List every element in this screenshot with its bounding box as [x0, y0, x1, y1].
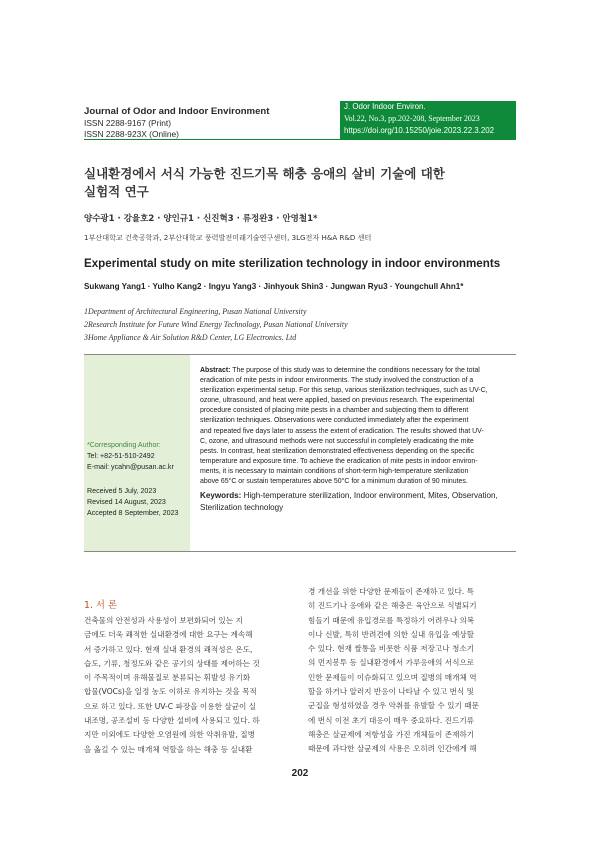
body-line: 건축물의 안전성과 사용성이 보편화되어 있는 지: [84, 616, 243, 625]
abstract-line: Abstract: The purpose of this study was to determine the conditions necessary for the total: [200, 367, 480, 374]
korean-authors: 양수광1 · 강율호2 · 양인규1 · 신진혁3 · 류정완3 · 안영철1*: [84, 214, 318, 224]
body-line: 힘들기 때문에 유입경로를 특정하기 어려우나 의복: [308, 615, 475, 625]
abstract-label: Abstract:: [200, 367, 231, 374]
body-line: 으로 하고 있다. 또한 UV-C 파장을 이용한 살균이 실: [84, 701, 257, 711]
author-tel: Tel: +82-51-510-2492: [87, 452, 155, 460]
body-line: 을 옮길 수 있는 매개체 역할을 하는 해충 등 실내환: [84, 744, 253, 754]
korean-title-line-1: 실내환경에서 서식 가능한 진드기목 해충 응애의 살비 기술에 대한: [84, 166, 445, 181]
keywords-label: Keywords:: [200, 491, 242, 500]
author-email[interactable]: E-mail: ycahn@pusan.ac.kr: [87, 463, 174, 471]
page-number: 202: [291, 768, 309, 779]
body-line: 지만 이외에도 다양한 오염원에 의한 악취유발, 질병: [84, 730, 255, 740]
abstract-line: pests. In contrast, heat sterilization demonstrated effectiveness depending on the specific: [200, 447, 475, 455]
body-line: 수 있다. 현재 쌀통을 비롯한 식품 저장고나 청소기: [308, 644, 475, 654]
body-line: 이나 신발, 특히 반려견에 의한 실내 유입을 예상할: [308, 629, 475, 639]
abstract: [200, 366, 516, 487]
affiliation-2: 2Research Institute for Future Wind Energy Technology, Pusan National University: [84, 320, 348, 329]
volume-info: Vol.22, No.3, pp.202-208, September 2023: [344, 114, 480, 123]
body-column-left: [84, 614, 292, 757]
abstract-line: and repeated five days later to assess the extent of eradication. The results showed that UV-: [200, 427, 484, 435]
corresponding-author: [87, 440, 197, 473]
body-line: 인한 문제들이 이슈화되고 있으며 질병의 매개체 역: [308, 672, 477, 682]
body-line: 합물(VOCs)을 일정 농도 이하로 유지하는 것을 목적: [84, 687, 257, 697]
body-line: 에 번식 이전 초기 대응이 매우 중요하다. 진드기류: [308, 715, 475, 725]
abstract-line: sterilization techniques. Observations were conducted immediately after the experiment: [200, 417, 469, 425]
body-line: 의 먼지봉투 등 실내환경에서 가루응애의 서식으로: [308, 658, 475, 668]
keywords: [200, 490, 516, 513]
doi-link[interactable]: https://doi.org/10.15250/joie.2023.22.3.202: [344, 126, 495, 135]
abstract-line: above 65°C or sustain temperatures above 50°C for a minimum duration of 90 minutes.: [200, 478, 468, 486]
article-dates: [87, 486, 197, 519]
received-date: Received 5 July, 2023: [87, 487, 157, 495]
header-divider: [84, 139, 516, 140]
korean-title: [84, 165, 524, 201]
abstract-bottom-rule: [84, 551, 516, 552]
english-authors: Sukwang Yang1 · Yulho Kang2 · Ingyu Yang3 · Jinhyouk Shin3 · Jungwan Ryu3 · Youngchull Ahn1*: [84, 282, 464, 291]
body-line: 습도, 기류, 청정도와 같은 공기의 상태를 제어하는 것: [84, 658, 260, 668]
body-line: 해충은 살균제에 저항성을 가진 개체들이 존재하기: [308, 729, 475, 739]
abstract-line: sterilization experimental setup. For this setup, various sterilization techniques, such as UV-C,: [200, 387, 488, 395]
issn-online: ISSN 2288-923X (Online): [84, 129, 179, 139]
keywords-line: Sterilization technology: [200, 502, 284, 512]
body-line: 히 진드기나 응애와 같은 해충은 육안으로 식별되기: [308, 601, 477, 611]
body-column-right: [308, 585, 516, 757]
affiliation-1: 1Department of Architectural Engineering, Pusan National University: [84, 307, 307, 316]
keywords-line: Keywords: High-temperature sterilization, Indoor environment, Mites, Observation,: [200, 491, 498, 500]
accepted-date: Accepted 8 September, 2023: [87, 509, 179, 517]
abstract-line: ozone, ultrasound, and heat were applied, based on previous research. The experimental: [200, 397, 475, 405]
abstract-line: ments, it is necessary to maintain conditions of short-term high-temperature sterilization: [200, 467, 469, 475]
body-line: 경 개선을 위한 다양한 문제들이 존재하고 있다. 특: [308, 587, 475, 596]
korean-affiliations: 1부산대학교 건축공학과, 2부산대학교 풍력발전미래기술연구센터, 3LG전자 H&A R&D 센터: [84, 233, 372, 242]
korean-title-line-2: 실험적 연구: [84, 184, 149, 199]
journal-title: Journal of Odor and Indoor Environment: [84, 106, 270, 117]
issn-print: ISSN 2288-9167 (Print): [84, 118, 172, 128]
revised-date: Revised 14 August, 2023: [87, 498, 166, 506]
body-line: 군집을 형성하였을 경우 악취를 유발할 수 있기 때문: [308, 701, 479, 711]
body-line: 이 주목적이며 유해물질로 분류되는 휘발성 유기화: [84, 673, 251, 683]
abstract-line: C, ozone, and ultrasound methods were not successful in completely eradicating the mite: [200, 437, 474, 445]
english-title: Experimental study on mite sterilization technology in indoor environments: [84, 257, 501, 270]
section-heading-introduction: 1. 서 론: [84, 600, 118, 611]
abstract-line: temperature and exposure time. To achieve the eradication of mite pests in indoor environ-: [200, 457, 478, 465]
abstract-line: eradication of mite pests in indoor environments. The study involved the construction of a: [200, 377, 474, 385]
body-line: 때문에 과다한 살균제의 사용은 오히려 인간에게 해: [308, 744, 477, 754]
body-line: 내조명, 공조설비 등 다양한 설비에 사용되고 있다. 하: [84, 716, 260, 726]
affiliation-3: 3Home Appliance & Air Solution R&D Center, LG Electronics. Ltd: [84, 333, 297, 342]
body-line: 할을 하거나 알러지 반응이 나타날 수 있고 번식 및: [308, 687, 475, 697]
abstract-line: procedure consisted of placing mite pests in a chamber and subjecting them to different: [200, 407, 469, 415]
journal-info: [84, 106, 344, 140]
journal-citation-box: [340, 101, 516, 139]
journal-abbrev: J. Odor Indoor Environ.: [344, 102, 426, 111]
body-line: 금에도 더욱 쾌적한 실내환경에 대한 요구는 계속해: [84, 630, 253, 640]
body-line: 서 증가하고 있다. 현재 실내 환경의 쾌적성은 온도,: [84, 644, 253, 654]
corresponding-author-heading: *Corresponding Author:: [87, 441, 161, 449]
